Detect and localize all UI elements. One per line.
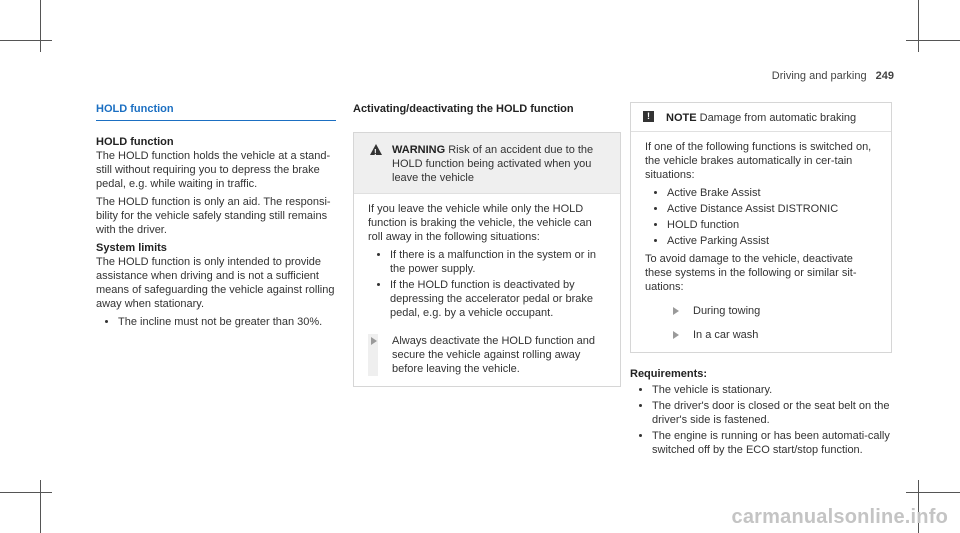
list-item: • HOLD function xyxy=(667,218,879,232)
bullet-list xyxy=(96,315,336,329)
paragraph: If you leave the vehicle while only the HOLD function is braking the vehicle, the vehicle can roll away in the following situations: xyxy=(368,203,592,243)
heading-hold-function: HOLD function xyxy=(96,136,174,148)
note-body xyxy=(631,132,891,352)
list-item: • The driver's door is closed or the seat belt on the driver's side is fastened. xyxy=(652,399,892,427)
section-title: Activating/deactivating the HOLD function xyxy=(353,103,574,115)
list-item: • Active Brake Assist xyxy=(667,186,879,200)
note-box xyxy=(630,102,892,353)
warning-box xyxy=(353,132,621,387)
bullet-list xyxy=(645,186,879,248)
bullet-list xyxy=(368,248,608,320)
crop-mark xyxy=(40,0,41,52)
warning-label: WARNING xyxy=(392,144,446,156)
paragraph: The HOLD function is only intended to provide assistance when driving and is not a sufficient means of safeguarding the vehicle against rolling away when stationary. xyxy=(96,256,335,310)
play-icon xyxy=(673,331,679,339)
list-item: • The engine is running or has been automati-cally switched off by the ECO start/stop function. xyxy=(652,429,892,457)
column-3 xyxy=(630,102,892,461)
paragraph: If one of the following functions is switched on, the vehicle brakes automatically in cer-tain situations: xyxy=(645,141,872,181)
bullet-list xyxy=(630,383,892,457)
list-item: • The incline must not be greater than 30%. xyxy=(118,315,336,329)
requirements-heading: Requirements: xyxy=(630,368,708,380)
note-header xyxy=(631,103,891,132)
warning-header xyxy=(354,133,620,194)
list-item: • The vehicle is stationary. xyxy=(652,383,892,397)
crop-mark xyxy=(40,480,41,533)
heading-system-limits: System limits xyxy=(96,242,167,254)
action-step xyxy=(368,334,608,376)
list-item: • Active Distance Assist DISTRONIC xyxy=(667,202,879,216)
crop-mark xyxy=(906,492,960,493)
page-number: 249 xyxy=(875,70,894,82)
section-name: Driving and parking xyxy=(771,70,867,82)
note-icon: ! xyxy=(643,111,654,122)
play-icon xyxy=(673,307,679,315)
page-header xyxy=(772,70,894,82)
action-step xyxy=(645,304,879,318)
column-2 xyxy=(353,102,621,387)
list-item: • Active Parking Assist xyxy=(667,234,879,248)
warning-text: Risk of an accident due to the HOLD function being activated when you leave the vehicle xyxy=(392,144,594,184)
note-label: NOTE xyxy=(666,112,697,124)
paragraph: The HOLD function holds the vehicle at a stand-still without requiring you to depress the brake pedal, e.g. while waiting in traffic. xyxy=(96,150,331,190)
warning-icon xyxy=(370,144,382,155)
paragraph: To avoid damage to the vehicle, deactivate these systems in the following or similar sit-uations: xyxy=(645,253,857,293)
play-icon xyxy=(371,337,377,345)
crop-mark xyxy=(906,40,960,41)
warning-body xyxy=(354,194,620,386)
action-text: During towing xyxy=(693,305,761,317)
list-item: • If there is a malfunction in the system or in the power supply. xyxy=(390,248,608,276)
section-title: HOLD function xyxy=(96,102,336,121)
requirements xyxy=(630,367,892,457)
column-1 xyxy=(96,102,336,333)
action-step xyxy=(645,328,879,342)
action-bar xyxy=(368,334,378,376)
crop-mark xyxy=(0,492,52,493)
watermark: carmanualsonline.info xyxy=(731,506,948,528)
list-item: • If the HOLD function is deactivated by depressing the accelerator pedal or brake pedal, e.g. by a vehicle occupant. xyxy=(390,278,608,320)
paragraph: The HOLD function is only an aid. The responsi-bility for the vehicle safely standing still remains with the driver. xyxy=(96,196,331,236)
note-text: Damage from automatic braking xyxy=(699,112,857,124)
crop-mark xyxy=(0,40,52,41)
action-text: Always deactivate the HOLD function and secure the vehicle against rolling away before leaving the vehicle. xyxy=(392,335,596,375)
crop-mark xyxy=(918,0,919,52)
action-text: In a car wash xyxy=(693,329,759,341)
